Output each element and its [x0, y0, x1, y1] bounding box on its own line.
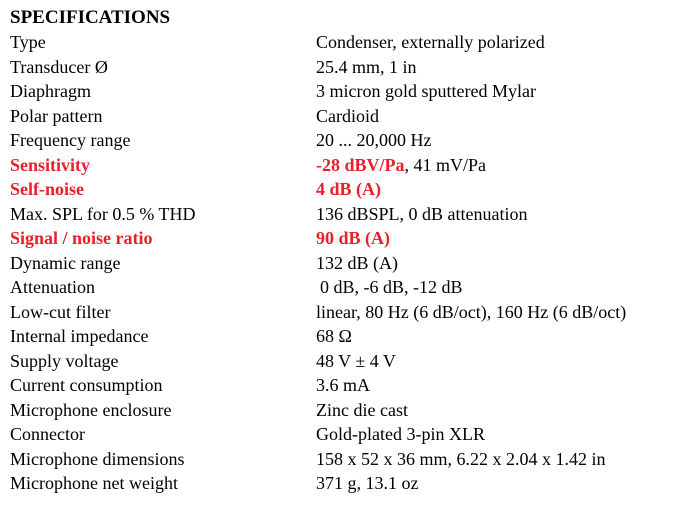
spec-row-net-weight — [10, 471, 696, 496]
spec-label: Microphone dimensions — [10, 448, 185, 469]
spec-value: 3.6 mA — [316, 375, 370, 395]
spec-label: Supply voltage — [10, 350, 119, 371]
spec-value: Cardioid — [316, 105, 379, 126]
spec-label: Attenuation — [10, 277, 95, 297]
spec-row-attenuation — [10, 275, 696, 300]
spec-row-enclosure — [10, 398, 696, 423]
spec-row-supply-voltage — [10, 349, 696, 374]
spec-value: 158 x 52 x 36 mm, 6.22 x 2.04 x 1.42 in — [316, 448, 606, 469]
spec-label-highlighted: Self-noise — [10, 179, 84, 199]
spec-label: Transducer Ø — [10, 56, 108, 77]
spec-row-polar-pattern — [10, 104, 696, 129]
spec-row-type — [10, 30, 696, 55]
spec-row-dynamic-range — [10, 251, 696, 276]
spec-value-highlighted: 4 dB (A) — [316, 179, 382, 199]
spec-row-current-consumption — [10, 373, 696, 398]
spec-row-connector — [10, 422, 696, 447]
page-title: SPECIFICATIONS — [10, 7, 171, 28]
spec-value-rest: , 41 mV/Pa — [404, 154, 487, 175]
spec-value: Zinc die cast — [316, 399, 408, 420]
spec-row-diaphragm — [10, 79, 696, 104]
spec-label: Connector — [10, 424, 85, 444]
spec-row-transducer — [10, 55, 696, 80]
spec-label: Low-cut filter — [10, 301, 111, 322]
spec-value: Condenser, externally polarized — [316, 32, 545, 52]
spec-label: Max. SPL for 0.5 % THD — [10, 203, 196, 224]
spec-value: 371 g, 13.1 oz — [316, 473, 419, 493]
spec-value: linear, 80 Hz (6 dB/oct), 160 Hz (6 dB/oct) — [316, 301, 627, 322]
spec-label: Microphone net weight — [10, 473, 178, 493]
spec-label: Dynamic range — [10, 252, 121, 273]
spec-row-low-cut-filter — [10, 300, 696, 325]
spec-value-highlighted: 90 dB (A) — [316, 228, 391, 248]
spec-value: 0 dB, -6 dB, -12 dB — [320, 277, 463, 297]
spec-value — [316, 153, 696, 178]
spec-label: Microphone enclosure — [10, 399, 172, 420]
spec-value: 136 dBSPL, 0 dB attenuation — [316, 203, 528, 224]
spec-label: Internal impedance — [10, 326, 149, 346]
spec-row-signal-noise-ratio — [10, 226, 696, 251]
spec-value: Gold-plated 3-pin XLR — [316, 424, 485, 444]
spec-row-sensitivity — [10, 153, 696, 178]
spec-row-dimensions — [10, 447, 696, 472]
spec-row-self-noise — [10, 177, 696, 202]
spec-label: Frequency range — [10, 130, 131, 150]
spec-value: 20 ... 20,000 Hz — [316, 130, 432, 150]
spec-value: 68 Ω — [316, 326, 352, 346]
spec-label-highlighted: Signal / noise ratio — [10, 228, 153, 248]
spec-value: 3 micron gold sputtered Mylar — [316, 81, 536, 101]
spec-label: Type — [10, 32, 46, 52]
spec-label: Current consumption — [10, 375, 163, 395]
spec-value: 48 V ± 4 V — [316, 350, 396, 371]
spec-value: 132 dB (A) — [316, 252, 398, 273]
spec-value-highlighted: -28 dBV/Pa — [316, 154, 405, 175]
spec-value: 25.4 mm, 1 in — [316, 56, 417, 77]
spec-label-highlighted: Sensitivity — [10, 154, 91, 175]
spec-label: Diaphragm — [10, 81, 91, 101]
spec-row-max-spl — [10, 202, 696, 227]
spec-row-frequency-range — [10, 128, 696, 153]
spec-label: Polar pattern — [10, 105, 103, 126]
spec-row-internal-impedance — [10, 324, 696, 349]
spec-sheet — [10, 6, 696, 496]
